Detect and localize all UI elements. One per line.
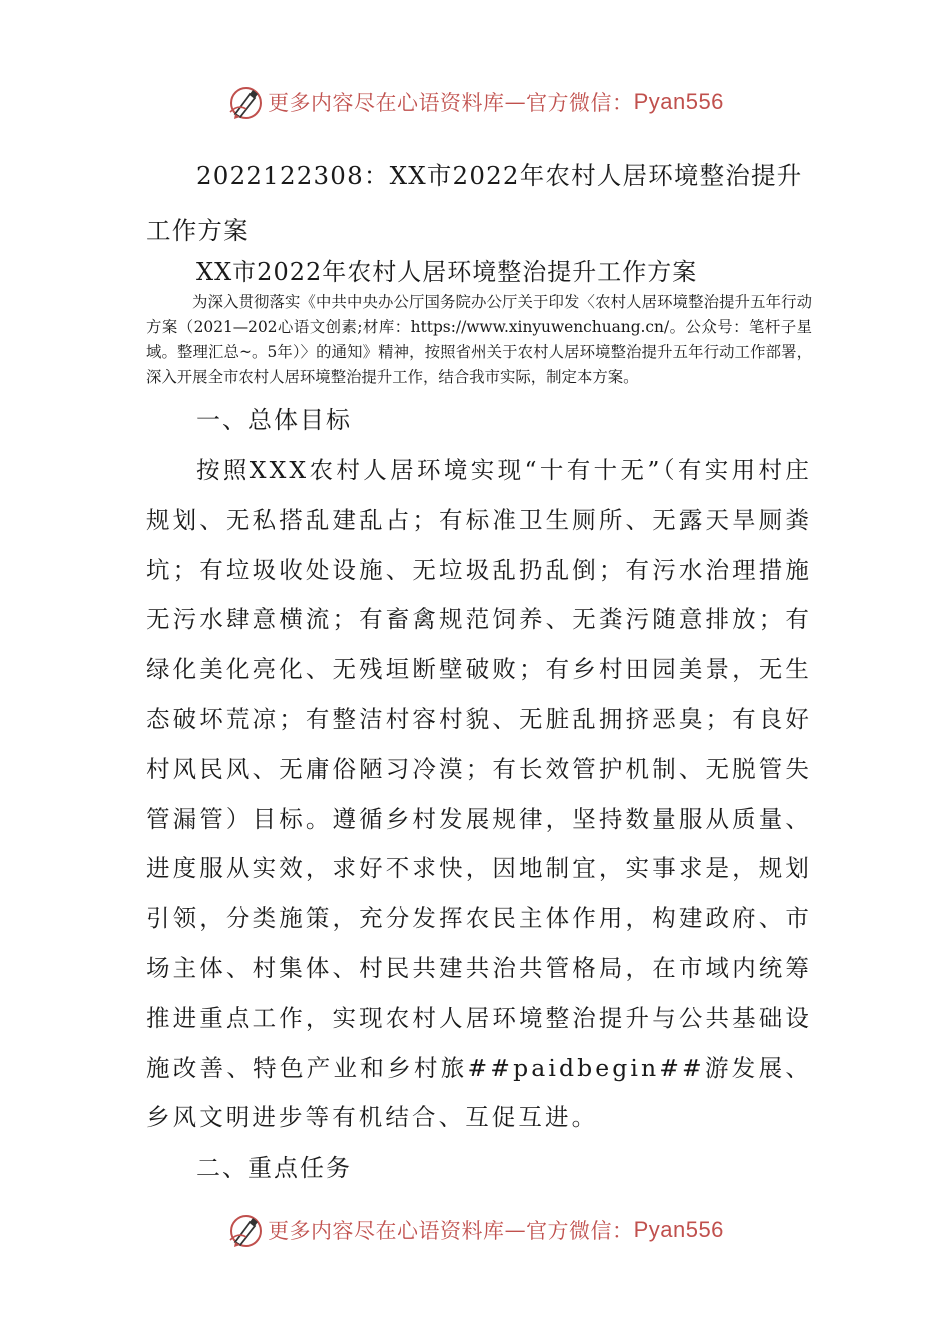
header-banner [0,82,950,122]
document-subtitle: XX市2022年农村人居环境整治提升工作方案 [196,258,698,286]
banner-text [268,1215,724,1245]
banner-wechat-label: 官方微信： [526,1219,634,1243]
pen-logo-icon [226,82,266,122]
banner-main-text: 更多内容尽在心语资料库 [268,91,505,115]
banner-dash: — [504,1218,527,1242]
document-title: 2022122308：XX市2022年农村人居环境整治提升工作方案 [146,161,803,245]
banner-dash: — [504,90,527,114]
section-body-overall-goal: 按照XXX农村人居环境实现“十有十无”（有实用村庄规划、无私搭乱建乱占；有标准卫生厕所、无露天旱厕粪坑；有垃圾收处设施、无垃圾乱扔乱倒；有污水治理措施无污水肆意横流；有畜禽规范饲养、无粪污随意排放；有绿化美化亮化、无残垣断壁破败；有乡村田园美景，无生态破坏荒凉；有整洁村容村貌、无脏乱拥挤恶臭；有良好村风民风、无庸俗陋习冷漠；有长效管护机制、无脱管失管漏管）目标。遵循乡村发展规律，坚持数量服从质量、进度服从实效，求好不求快，因地制宜，实事求是，规划引领，分类施策，充分发挥农民主体作用，构建政府、市场主体、村集体、村民共建共治共管格局，在市域内统筹推进重点工作，实现农村人居环境整治提升与公共基础设施改善、特色产业和乡村旅##paidbegin##游发展、乡风文明进步等有机结合、互促互进。 [146,456,812,1132]
pen-logo-icon [226,1210,266,1250]
banner-wechat-id: Pyan556 [633,1217,724,1242]
banner-main-text: 更多内容尽在心语资料库 [268,1219,505,1243]
section-heading-key-tasks: 二、重点任务 [196,1154,352,1182]
banner-text [268,87,724,117]
section-heading-overall-goal: 一、总体目标 [196,406,352,434]
intro-paragraph: 为深入贯彻落实《中共中央办公厅国务院办公厅关于印发〈农村人居环境整治提升五年行动方案（2021—202心语文创素;材库：https://www.xinyuwenchuang.cn/。公众号：笔杆子星域。整理汇总~。5年）〉的通知》精神，按照省州关于农村人居环境整治提升五年行动工作部署，深入开展全市农村人居环境整治提升工作，结合我市实际，制定本方案。 [146,293,812,386]
banner-wechat-label: 官方微信： [526,91,634,115]
footer-banner [0,1210,950,1250]
banner-wechat-id: Pyan556 [633,89,724,114]
